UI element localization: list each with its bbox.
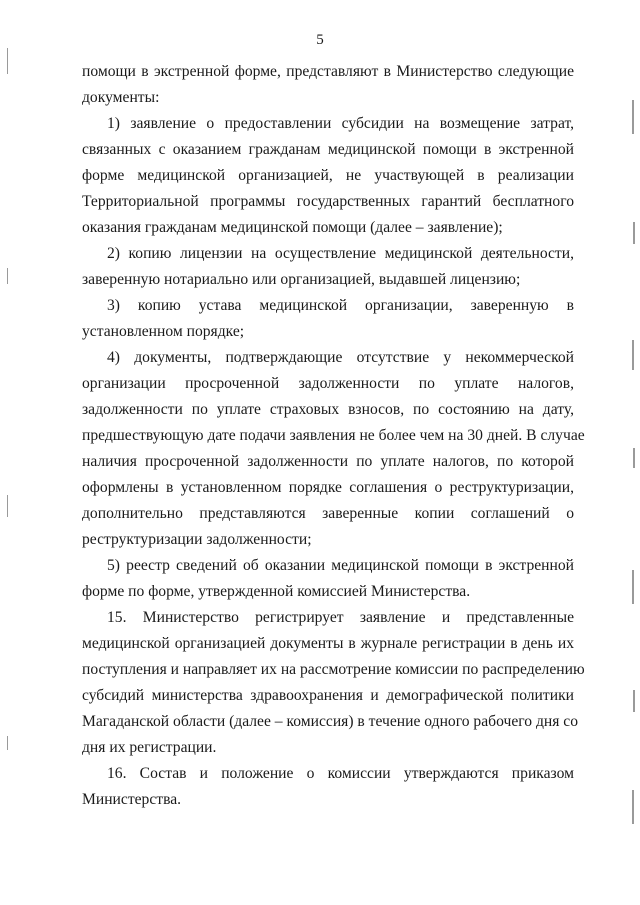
text-line: 16. Состав и положение о комиссии утверждаются приказом — [107, 765, 574, 782]
text-line: предшествующую дате подачи заявления не более чем на 30 дней. В случае — [82, 427, 585, 444]
scan-artifact — [7, 48, 8, 74]
text-line: форме по форме, утвержденной комиссией Министерства. — [82, 583, 471, 600]
text-line: заверенную нотариально или организацией, выдавшей лицензию; — [82, 271, 521, 288]
text-line: наличия просроченной задолженности по уплате налогов, по которой — [82, 453, 574, 470]
text-line: 2) копию лицензии на осуществление медицинской деятельности, — [107, 245, 574, 262]
scan-artifact — [7, 268, 8, 284]
text-line: 15. Министерство регистрирует заявление и представленные — [107, 609, 574, 626]
text-line: Территориальной программы государственных гарантий бесплатного — [82, 193, 574, 210]
text-line: 3) копию устава медицинской организации, заверенную в — [107, 297, 574, 314]
scan-artifact — [7, 736, 8, 750]
text-line: медицинской организацией документы в журнале регистрации в день их — [82, 635, 574, 652]
text-line: помощи в экстренной форме, представляют в Министерство следующие — [82, 63, 574, 80]
text-line: поступления и направляет их на рассмотрение комиссии по распределению — [82, 661, 585, 678]
text-line: задолженности по уплате страховых взносов, по состоянию на дату, — [82, 401, 574, 418]
text-line: 4) документы, подтверждающие отсутствие у некоммерческой — [107, 349, 574, 366]
text-line: Министерства. — [82, 791, 182, 808]
scan-artifact — [632, 100, 634, 134]
text-line: Магаданской области (далее – комиссия) в течение одного рабочего дня со — [82, 713, 579, 730]
text-line: документы: — [82, 89, 160, 106]
text-line: установленном порядке; — [82, 323, 245, 340]
text-line: 5) реестр сведений об оказании медицинской помощи в экстренной — [107, 557, 574, 574]
text-line: дополнительно представляются заверенные копии соглашений о — [82, 505, 574, 522]
text-line: форме медицинской организацией, не участвующей в реализации — [82, 167, 574, 184]
scan-artifact — [7, 495, 8, 517]
text-line: организации просроченной задолженности по уплате налогов, — [82, 375, 574, 392]
scan-artifact — [633, 690, 635, 712]
scan-artifact — [632, 790, 634, 824]
scan-artifact — [632, 570, 634, 604]
scan-artifact — [633, 448, 635, 468]
text-line: субсидий министерства здравоохранения и демографической политики — [82, 687, 574, 704]
text-line: 1) заявление о предоставлении субсидии на возмещение затрат, — [107, 115, 574, 132]
scan-artifact — [633, 222, 635, 244]
text-line: оказания гражданам медицинской помощи (далее – заявление); — [82, 219, 503, 236]
text-line: оформлены в установленном порядке соглашения о реструктуризации, — [82, 479, 574, 496]
text-line: связанных с оказанием гражданам медицинской помощи в экстренной — [82, 141, 574, 158]
text-line: дня их регистрации. — [82, 739, 217, 756]
scan-artifact — [632, 340, 634, 370]
page-number: 5 — [316, 32, 324, 48]
text-line: реструктуризации задолженности; — [82, 531, 312, 548]
